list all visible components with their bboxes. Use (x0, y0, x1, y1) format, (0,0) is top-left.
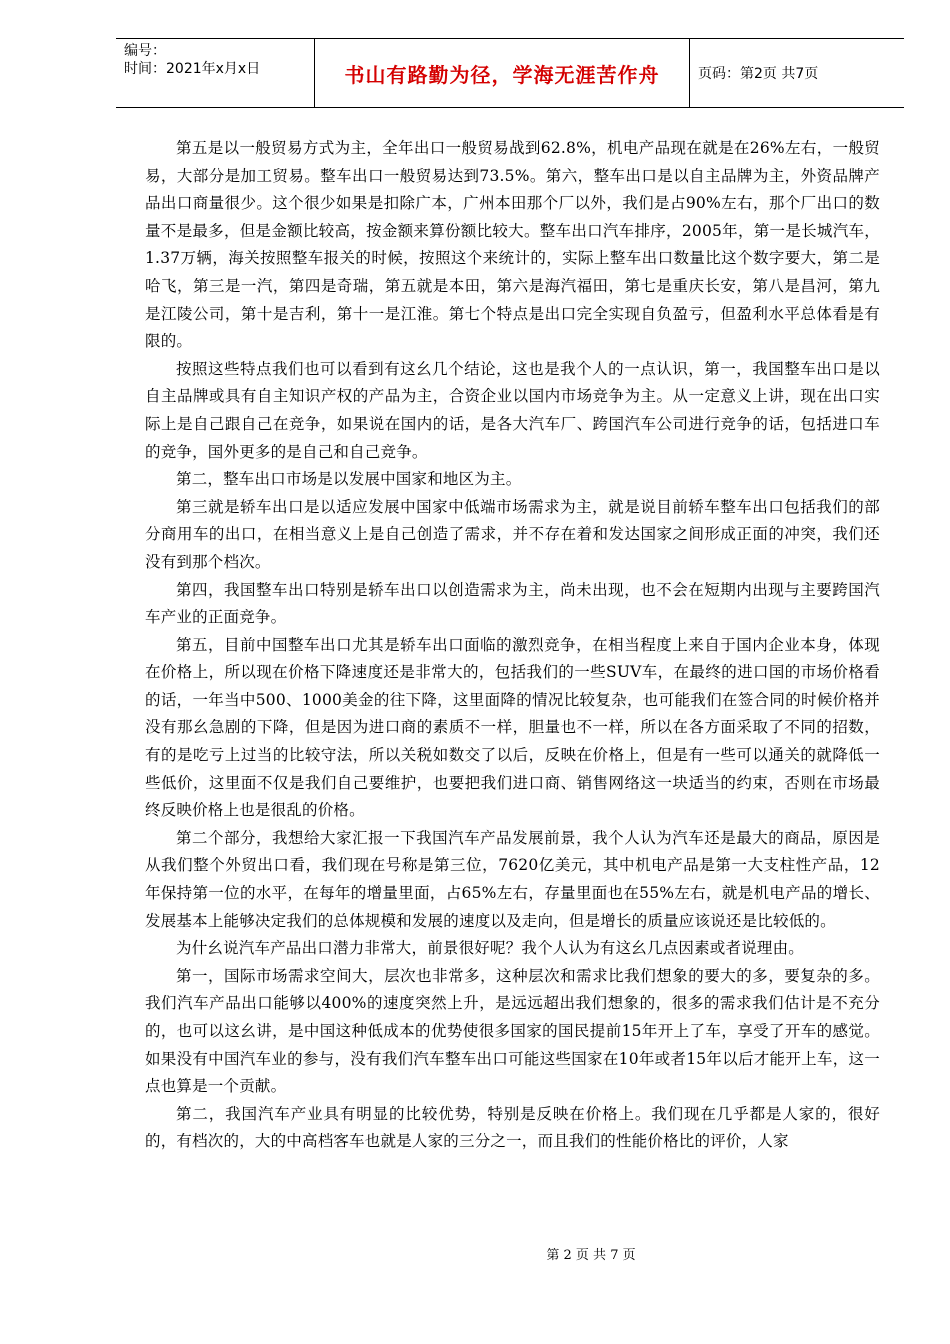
document-code-label: 编号： (124, 43, 166, 59)
header-motto-cell (314, 39, 690, 107)
header-motto: 书山有路勤为径，学海无涯苦作舟 (344, 63, 660, 87)
body-paragraph: 第五是以一般贸易方式为主，全年出口一般贸易战到62.8%，机电产品现在就是在26%左右，一般贸易，大部分是加工贸易。整车出口一般贸易达到73.5%。第六，整车出口是以自主品牌为主，外资品牌产品出口商量很少。这个很少如果是扣除广本，广州本田那个厂以外，我们是占90%左右，那个厂出口的数量不是最多，但是金额比较高，按金额来算份额比较大。整车出口汽车排序，2005年，第一是长城汽车，1.37万辆，海关按照整车报关的时候，按照这个来统计的，实际上整车出口数量比这个数字要大，第二是哈飞，第三是一汽，第四是奇瑞，第五就是本田，第六是海汽福田，第七是重庆长安，第八是昌河，第九是江陵公司，第十是吉利，第十一是江淮。第七个特点是出口完全实现自负盈亏，但盈利水平总体看是有限的。 (145, 139, 880, 351)
body-paragraph: 第二，我国汽车产业具有明显的比较优势，特别是反映在价格上。我们现在几乎都是人家的，很好的，有档次的，大的中高档客车也就是人家的三分之一，而且我们的性能价格比的评价，人家 (145, 1104, 880, 1151)
header-page-number: 页码：第2页 共7页 (698, 66, 819, 82)
body-paragraph: 第三就是轿车出口是以适应发展中国家中低端市场需求为主，就是说目前轿车整车出口包括我们的部分商用车的出口，在相当意义上是自己创造了需求，并不存在着和发达国家之间形成正面的冲突，我们还没有到那个档次。 (145, 497, 880, 571)
body-paragraph: 第四，我国整车出口特别是轿车出口以创造需求为主，尚未出现，也不会在短期内出现与主要跨国汽车产业的正面竞争。 (145, 580, 880, 627)
header-page-cell (690, 39, 904, 107)
document-body (145, 135, 880, 1156)
body-paragraph: 第二个部分，我想给大家汇报一下我国汽车产品发展前景，我个人认为汽车还是最大的商品，原因是从我们整个外贸出口看，我们现在号称是第三位，7620亿美元，其中机电产品是第一大支柱性产品，12年保持第一位的水平，在每年的增量里面，占65%左右，存量里面也在55%左右，就是机电产品的增长、发展基本上能够决定我们的总体规模和发展的速度以及走向，但是增长的质量应该说还是比较低的。 (145, 828, 880, 930)
page-footer (0, 1248, 950, 1264)
header-info-cell (116, 39, 314, 107)
body-paragraph: 第二，整车出口市场是以发展中国家和地区为主。 (176, 470, 522, 489)
body-paragraph: 第一，国际市场需求空间大，层次也非常多，这种层次和需求比我们想象的要大的多，要复杂的多。我们汽车产品出口能够以400%的速度突然上升，是远远超出我们想象的，很多的需求我们估计是不充分的，也可以这幺讲，是中国这种低成本的优势使很多国家的国民提前15年开上了车，享受了开车的感觉。如果没有中国汽车业的参与，没有我们汽车整车出口可能这些国家在10年或者15年以后才能开上车，这一点也算是一个贡献。 (145, 966, 880, 1096)
document-time-label: 时间：2021年x月x日 (124, 61, 261, 77)
body-paragraph: 第五，目前中国整车出口尤其是轿车出口面临的激烈竞争，在相当程度上来自于国内企业本身，体现在价格上，所以现在价格下降速度还是非常大的，包括我们的一些SUV车，在最终的进口国的市场价格看的话，一年当中500、1000美金的往下降，这里面降的情况比较复杂，也可能我们在签合同的时候价格并没有那幺急剧的下降，但是因为进口商的素质不一样，胆量也不一样，所以在各方面采取了不同的招数，有的是吃亏上过当的比较守法，所以关税如数交了以后，反映在价格上，但是有一些可以通关的就降低一些低价，这里面不仅是我们自己要维护，也要把我们进口商、销售网络这一块适当的约束，否则在市场最终反映价格上也是很乱的价格。 (145, 635, 880, 820)
page-header (116, 38, 904, 108)
body-paragraph: 按照这些特点我们也可以看到有这幺几个结论，这也是我个人的一点认识，第一，我国整车出口是以自主品牌或具有自主知识产权的产品为主，合资企业以国内市场竞争为主。从一定意义上讲，现在出口实际上是自己跟自己在竞争，如果说在国内的话，是各大汽车厂、跨国汽车公司进行竞争的话，包括进口车的竞争，国外更多的是自己和自己竞争。 (145, 359, 880, 461)
footer-page-number: 第 2 页 共 7 页 (546, 1248, 636, 1263)
body-paragraph: 为什幺说汽车产品出口潜力非常大，前景很好呢？我个人认为有这幺几点因素或者说理由。 (176, 939, 805, 958)
